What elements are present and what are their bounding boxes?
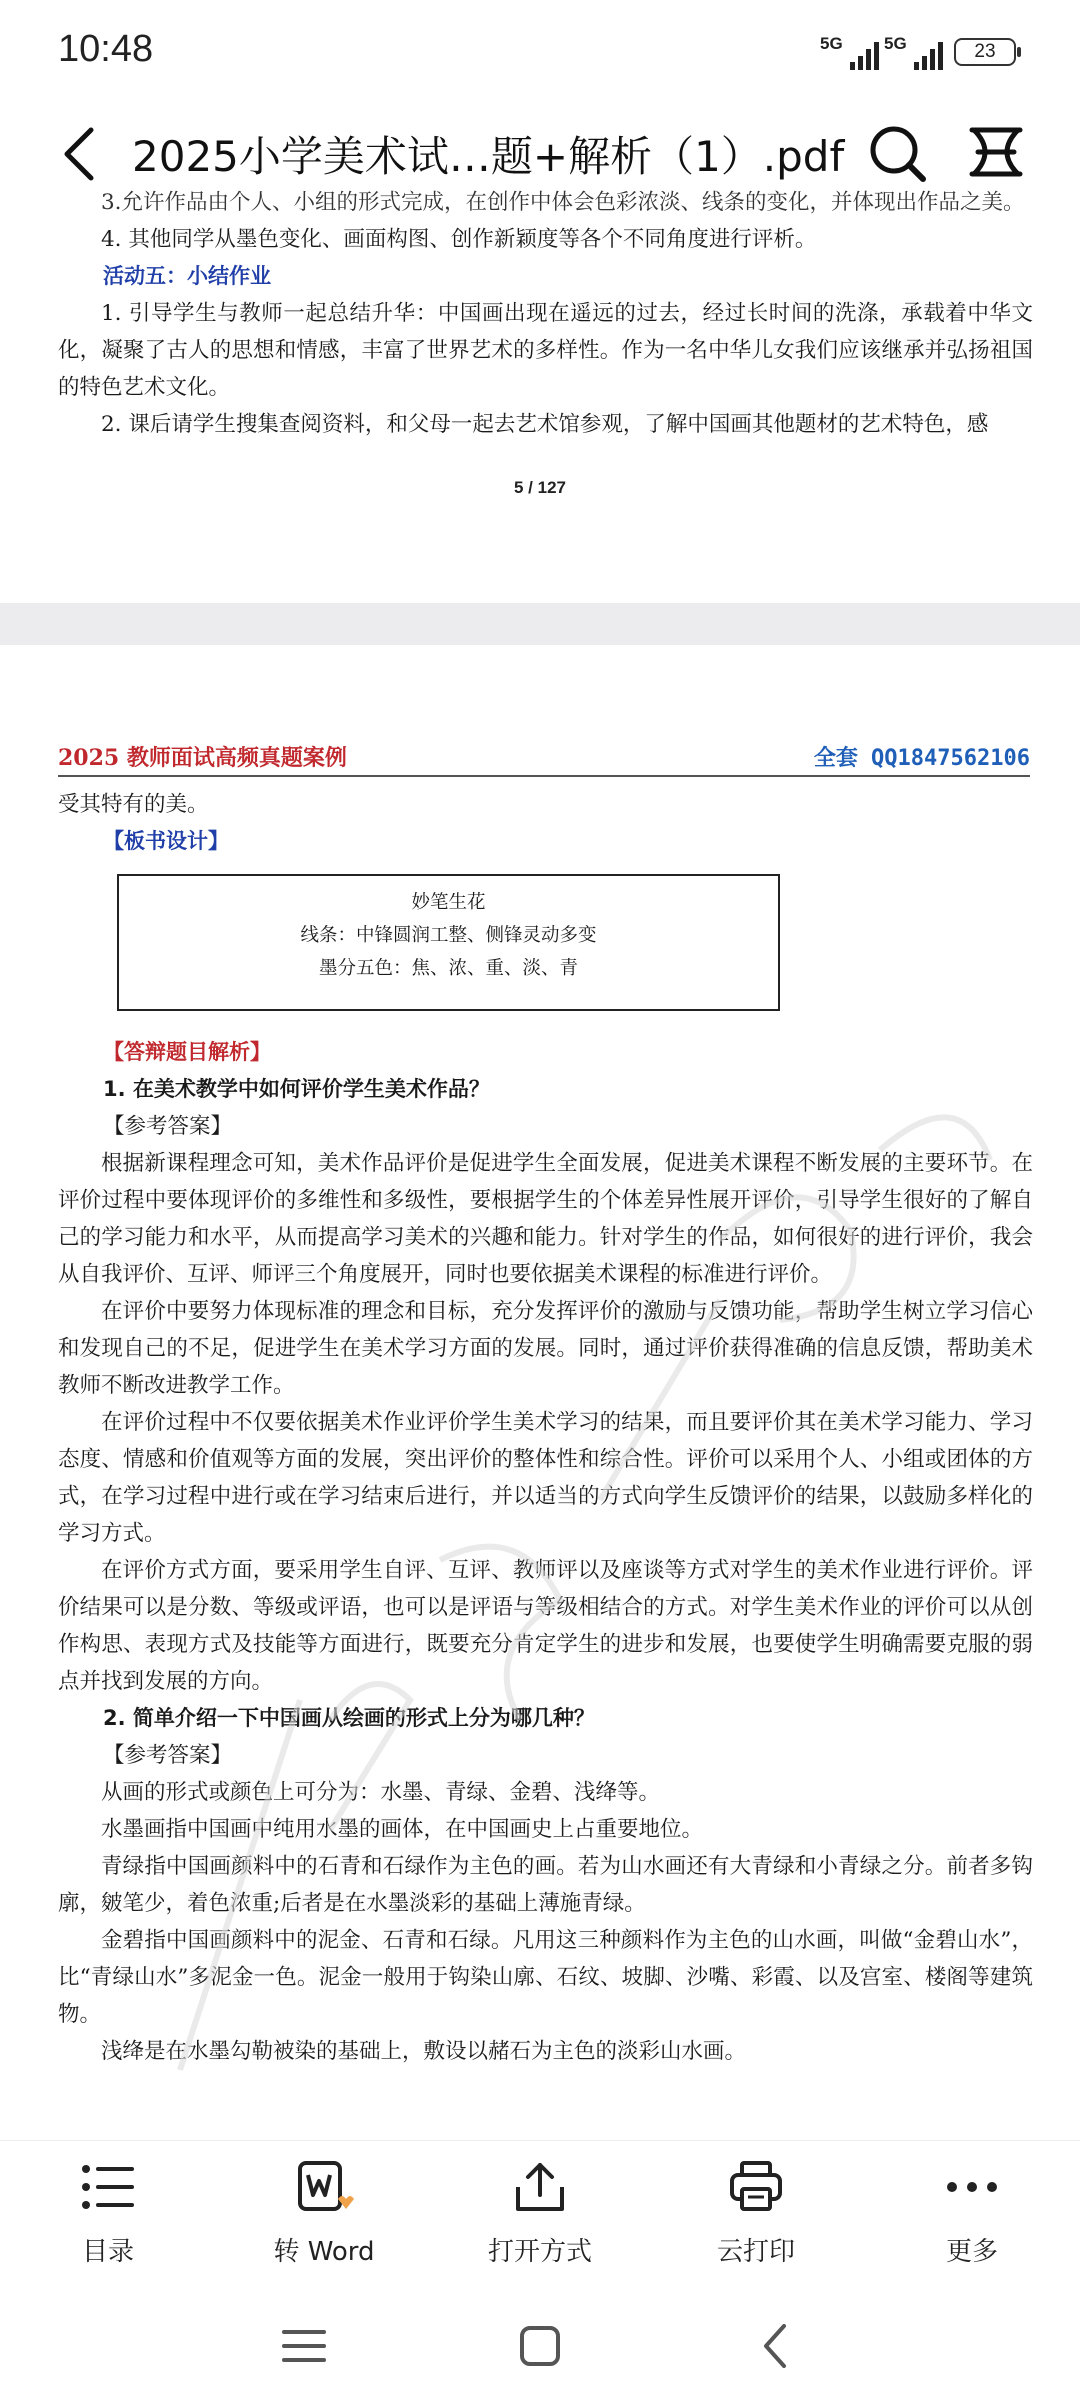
share-icon (510, 2159, 570, 2215)
signal-bars-icon (828, 40, 882, 72)
toolbar-cloud-print-button[interactable]: 云打印 (666, 2159, 846, 2279)
panel-toggle-icon[interactable] (968, 124, 1024, 180)
reference-answer-label: 【参考答案】 (103, 1743, 233, 1768)
back-icon[interactable] (746, 2318, 806, 2374)
defense-section-heading: 【答辩题目解析】 (103, 1040, 271, 1064)
toolbar-convert-word-button[interactable]: 转 Word (234, 2159, 414, 2279)
page-separator (0, 603, 1080, 645)
home-icon[interactable] (510, 2318, 570, 2374)
paragraph: 浅绛是在水墨勾勒被染的基础上，敷设以赭石为主色的淡彩山水画。 (101, 2039, 747, 2064)
board-title: 妙笔生花 (411, 892, 486, 913)
bottom-toolbar (0, 2140, 1080, 2291)
paragraph: 从画的形式或颜色上可分为：水墨、青绿、金碧、浅绛等。 (101, 1780, 661, 1805)
board-line: 线条：中锋圆润工整、侧锋灵动多变 (300, 925, 597, 946)
pdf-page-5[interactable] (0, 190, 1080, 603)
page6-answers (58, 1034, 1033, 2070)
clock: 10:48 (58, 28, 154, 70)
page5-text (58, 221, 1033, 443)
page6-intro: 受其特有的美。 【板书设计】 (58, 792, 229, 853)
paragraph: 2. 课后请学生搜集查阅资料，和父母一起去艺术馆参观，了解中国画其他题材的艺术特色，感 (101, 412, 989, 437)
more-icon (942, 2159, 1002, 2215)
page-number: 5 / 127 (514, 478, 566, 497)
battery-icon: 23 (954, 38, 1016, 66)
document-title: 2025小学美术试…题+解析（1）.pdf (132, 132, 845, 181)
question-2: 2. 简单介绍一下中国画从绘画的形式上分为哪几种？ (103, 1706, 595, 1730)
cut-off-line: 3.允许作品由个人、小组的形式完成，在创作中体会色彩浓淡、线条的变化，并体现出作品之美。 (101, 190, 1025, 215)
paragraph: 在评价过程中不仅要依据美术作业评价学生美术学习的结果，而且要评价其在美术学习能力、学习态度、情感和价值观等方面的发展，突出评价的整体性和综合性。评价可以采用个人、小组或团体的方式，在学习过程中进行或在学习结束后进行，并以适当的方式向学生反馈评价的结果，以鼓励多样化的学习方式。 (58, 1410, 1033, 1546)
board-line: 墨分五色：焦、浓、重、淡、青 (318, 958, 578, 979)
activity-heading: 活动五：小结作业 (103, 264, 271, 288)
reference-answer-label: 【参考答案】 (103, 1114, 233, 1139)
paragraph: 在评价方式方面，要采用学生自评、互评、教师评以及座谈等方式对学生的美术作业进行评价。评价结果可以是分数、等级或评语，也可以是评语与等级相结合的方式。对学生美术作业的评价可以从创作构思、表现方式及技能等方面进行，既要充分肯定学生的进步和发展，也要使学生明确需要克服的弱点并找到发展的方向。 (58, 1558, 1033, 1694)
back-arrow-icon[interactable] (55, 122, 105, 186)
search-icon[interactable] (866, 122, 928, 184)
system-navigation-bar (0, 2290, 1080, 2401)
board-design-box (117, 874, 780, 1011)
board-design-heading: 【板书设计】 (103, 829, 229, 853)
paragraph: 金碧指中国画颜料中的泥金、石青和石绿。凡用这三种颜料作为主色的山水画，叫做“金碧山水”，比“青绿山水”多泥金一色。泥金一般用于钩染山廓、石纹、坡脚、沙嘴、彩霞、以及宫室、楼阁等建筑物。 (58, 1928, 1033, 2027)
header-contact: 全套 QQ1847562106 (813, 746, 1030, 771)
paragraph: 1. 引导学生与教师一起总结升华：中国画出现在遥远的过去，经过长时间的洗涤，承载着中华文化，凝聚了古人的思想和情感，丰富了世界艺术的多样性。作为一名中华儿女我们应该继承并弘扬祖国的特色艺术文化。 (58, 301, 1033, 400)
paragraph: 水墨画指中国画中纯用水墨的画体，在中国画史上占重要地位。 (101, 1817, 704, 1842)
list-icon (78, 2159, 138, 2215)
header-title: 2025 教师面试高频真题案例 (58, 745, 347, 771)
page-header (58, 741, 1030, 777)
printer-icon (726, 2159, 786, 2215)
pdf-page-6[interactable] (0, 645, 1080, 2140)
signal-bars-icon (892, 40, 946, 72)
paragraph: 青绿指中国画颜料中的石青和石绿作为主色的画。若为山水画还有大青绿和小青绿之分。前者多钩廓，皴笔少，着色浓重;后者是在水墨淡彩的基础上薄施青绿。 (58, 1854, 1033, 1916)
menu-icon[interactable] (274, 2318, 334, 2374)
toolbar-contents-button[interactable]: 目录 (18, 2159, 198, 2279)
question-1: 1. 在美术教学中如何评价学生美术作品？ (103, 1077, 490, 1101)
status-bar: 10:48 5G 5G 23 (0, 0, 1080, 100)
paragraph: 根据新课程理念可知，美术作品评价是促进学生全面发展，促进美术课程不断发展的主要环节。在评价过程中要体现评价的多维性和多级性，要根据学生的个体差异性展开评价，引导学生很好的了解自己的学习能力和水平，从而提高学习美术的兴趣和能力。针对学生的作品，如何很好的进行评价，我会从自我评价、互评、师评三个角度展开，同时也要依据美术课程的标准进行评价。 (58, 1151, 1033, 1287)
word-convert-icon (294, 2159, 354, 2215)
paragraph: 在评价中要努力体现标准的理念和目标，充分发挥评价的激励与反馈功能，帮助学生树立学习信心和发现自己的不足，促进学生在美术学习方面的发展。同时，通过评价获得准确的信息反馈，帮助美术教师不断改进教学工作。 (58, 1299, 1033, 1398)
toolbar-open-with-button[interactable]: 打开方式 (450, 2159, 630, 2279)
toolbar-more-button[interactable]: 更多 (882, 2159, 1062, 2279)
paragraph: 4. 其他同学从墨色变化、画面构图、创作新颖度等各个不同角度进行评析。 (101, 227, 817, 252)
